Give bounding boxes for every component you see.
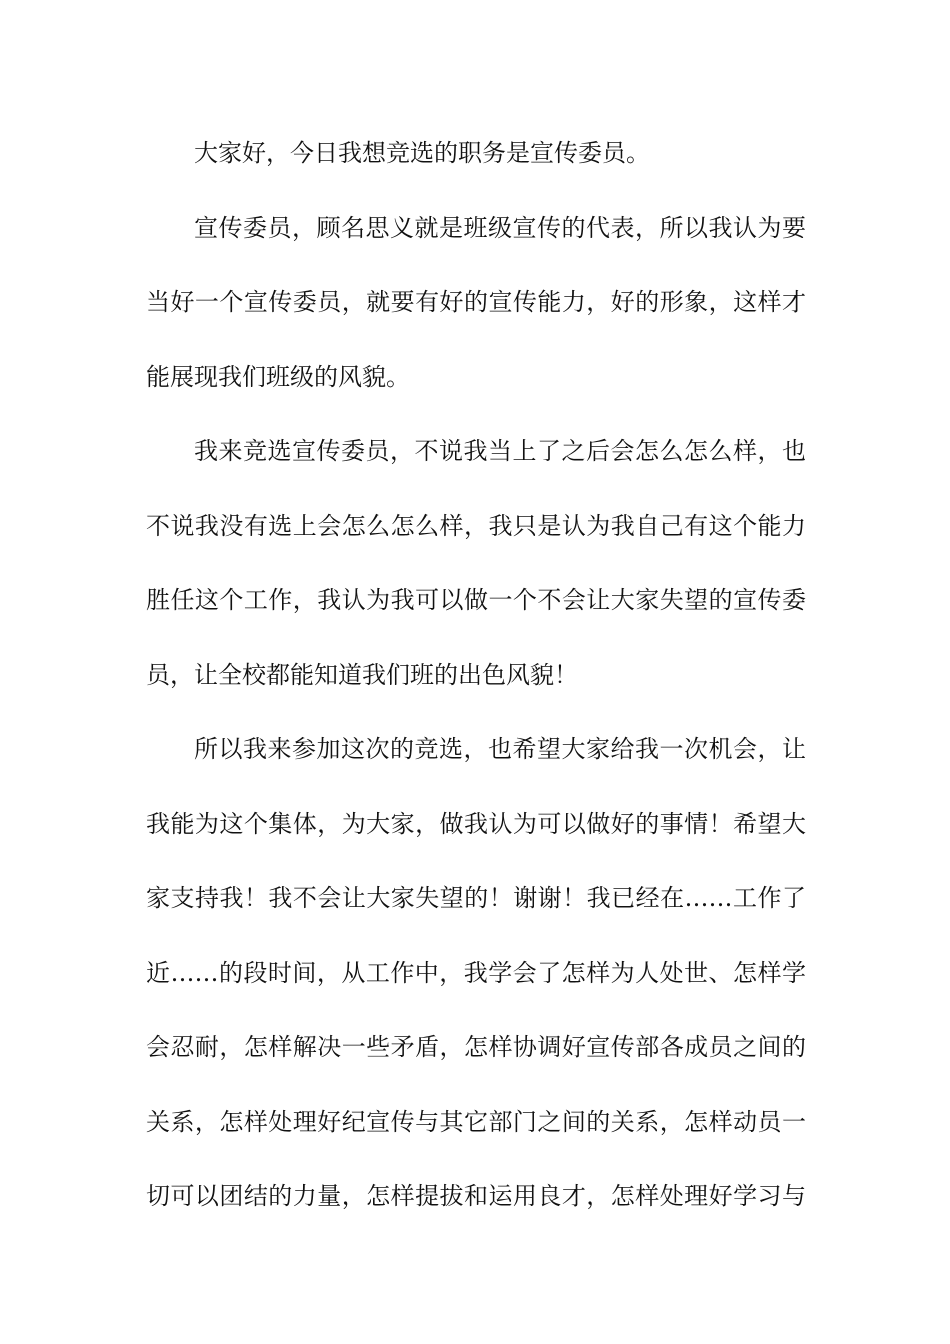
text-line: 切可以团结的力量，怎样提拔和运用良才，怎样处理好学习与 (146, 1182, 806, 1210)
text-line: 胜任这个工作，我认为我可以做一个不会让大家失望的宣传委 (146, 586, 806, 614)
text-line: 大家好，今日我想竞选的职务是宣传委员。 (194, 139, 650, 167)
text-line: 宣传委员，顾名思义就是班级宣传的代表，所以我认为要 (194, 213, 806, 242)
text-line: 我能为这个集体，为大家，做我认为可以做好的事情！希望大 (146, 809, 806, 838)
text-line: 能展现我们班级的风貌。 (146, 362, 410, 391)
text-line: 近……的段时间，从工作中，我学会了怎样为人处世、怎样学 (146, 958, 806, 987)
text-line: 我来竞选宣传委员，不说我当上了之后会怎么怎么样，也 (194, 437, 806, 465)
text-line: 不说我没有选上会怎么怎么样，我只是认为我自己有这个能力 (146, 511, 806, 540)
document-body (146, 127, 806, 1245)
text-line: 所以我来参加这次的竞选，也希望大家给我一次机会，让 (194, 735, 806, 763)
text-line: 当好一个宣传委员，就要有好的宣传能力，好的形象，这样才 (146, 288, 806, 316)
text-line: 关系，怎样处理好纪宣传与其它部门之间的关系，怎样动员一 (146, 1107, 806, 1136)
text-line: 员，让全校都能知道我们班的出色风貌！ (146, 660, 578, 689)
text-line: 家支持我！我不会让大家失望的！谢谢！我已经在……工作了 (146, 884, 806, 912)
text-line: 会忍耐，怎样解决一些矛盾，怎样协调好宣传部各成员之间的 (146, 1033, 806, 1061)
